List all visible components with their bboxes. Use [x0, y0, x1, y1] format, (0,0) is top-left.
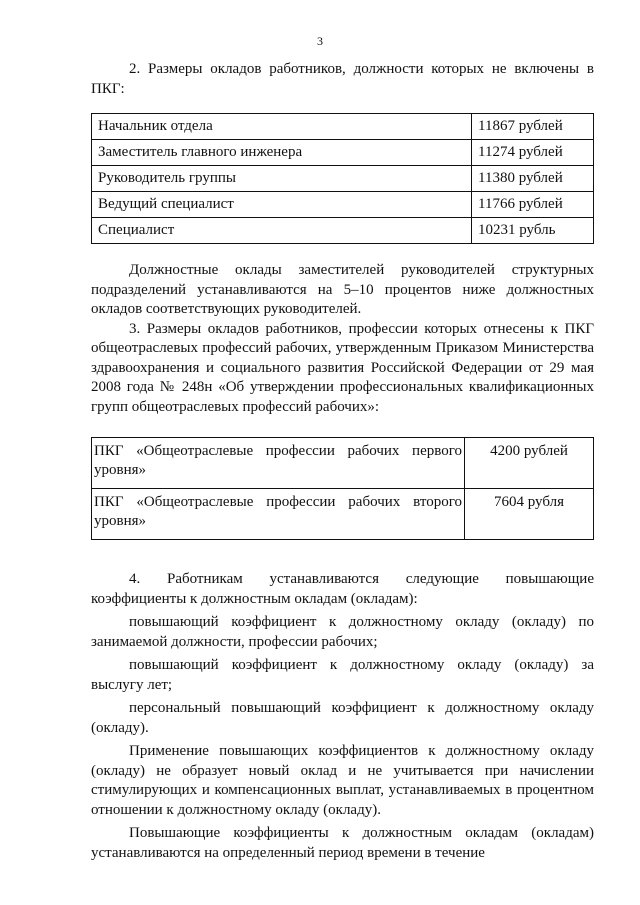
salary-cell: 11867 рублей: [472, 114, 594, 140]
salary-table-positions: [91, 113, 594, 244]
salary-cell: 11380 рублей: [472, 166, 594, 192]
table-row: [92, 140, 594, 166]
section4-heading: 4. Работникам устанавливаются следующие повышающие коэффициенты к должностным окладам (окладам):: [91, 571, 594, 607]
position-cell: Ведущий специалист: [92, 192, 472, 218]
page-number: 3: [317, 34, 323, 48]
table-row: [92, 192, 594, 218]
coefficient-item: персональный повышающий коэффициент к должностному окладу (окладу).: [91, 700, 594, 736]
salary-cell: 7604 рубля: [465, 489, 594, 540]
group-cell: ПКГ «Общеотраслевые профессии рабочих первого уровня»: [92, 438, 465, 489]
section2-heading: 2. Размеры окладов работников, должности которых не включены в ПКГ:: [91, 61, 594, 97]
section4-paragraph: Повышающие коэффициенты к должностным окладам (окладам) устанавливаются на определенный период времени в течение: [91, 825, 594, 861]
salary-table-workers: [91, 437, 594, 540]
salary-cell: 11766 рублей: [472, 192, 594, 218]
position-cell: Руководитель группы: [92, 166, 472, 192]
table-row: [92, 166, 594, 192]
salary-cell: 4200 рублей: [465, 438, 594, 489]
group-cell: ПКГ «Общеотраслевые профессии рабочих второго уровня»: [92, 489, 465, 540]
position-cell: Начальник отдела: [92, 114, 472, 140]
coefficient-item: повышающий коэффициент к должностному окладу (окладу) за выслугу лет;: [91, 657, 594, 693]
salary-cell: 10231 рубль: [472, 218, 594, 244]
salary-cell: 11274 рублей: [472, 140, 594, 166]
section4-paragraph: Применение повышающих коэффициентов к должностному окладу (окладу) не образует новый оклад и не учитывается при начислении стимулирующих и компенсационных выплат, устанавливаемых в процентном отношении к должностному окладу (окладу).: [91, 743, 594, 818]
section3-heading: 3. Размеры окладов работников, профессии которых отнесены к ПКГ общеотраслевых профессий рабочих, утвержденным Приказом Министерства здравоохранения и социального развития Российской Федерации от 29 мая 2008 года № 248н «Об утверждении профессиональных квалификационных групп общеотраслевых профессий рабочих»:: [91, 320, 594, 415]
position-cell: Специалист: [92, 218, 472, 244]
document-body: [91, 60, 594, 863]
table-row: [92, 489, 594, 540]
table-row: [92, 114, 594, 140]
position-cell: Заместитель главного инженера: [92, 140, 472, 166]
table-row: [92, 438, 594, 489]
section2-note: Должностные оклады заместителей руководителей структурных подразделений устанавливаются на 5–10 процентов ниже должностных окладов соответствующих руководителей.: [91, 262, 594, 317]
coefficient-item: повышающий коэффициент к должностному окладу (окладу) по занимаемой должности, профессии рабочих;: [91, 614, 594, 650]
table-row: [92, 218, 594, 244]
